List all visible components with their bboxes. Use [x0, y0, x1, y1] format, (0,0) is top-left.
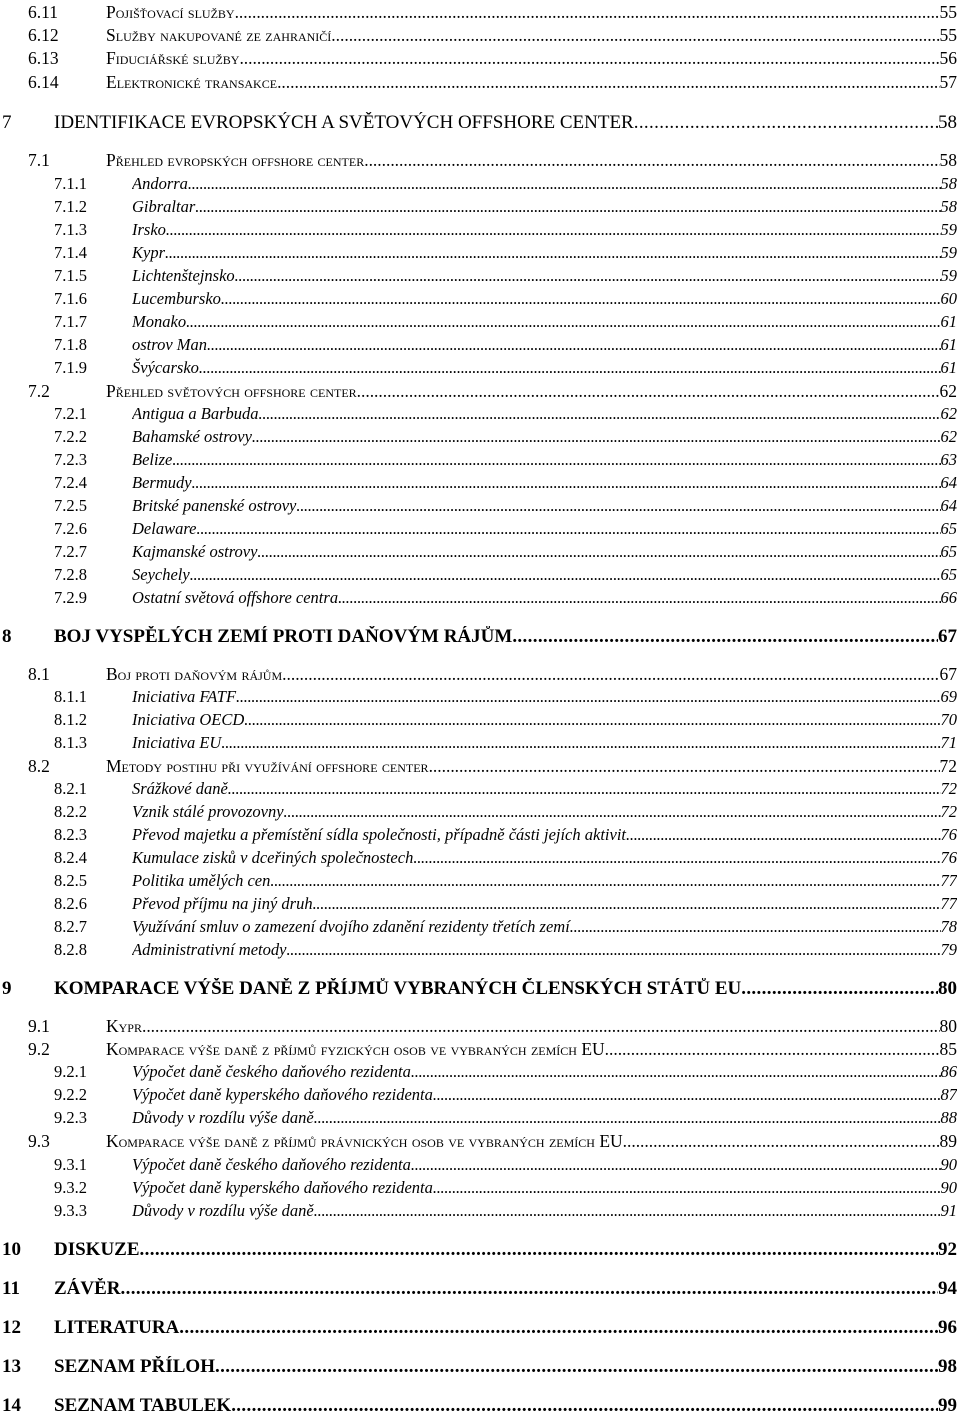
toc-entry-line	[132, 542, 957, 562]
toc-entry-title: Výpočet daně českého daňového rezidenta	[132, 1155, 411, 1174]
dot-leader	[239, 48, 939, 69]
dot-leader	[231, 1395, 938, 1417]
toc-entry-page: 67	[938, 626, 957, 647]
toc-entry-title: Metody postihu při využívání offshore center	[106, 756, 429, 776]
toc-entry-page: 85	[939, 1039, 957, 1059]
toc-entry-title: Přehled světových offshore center	[106, 381, 357, 401]
toc-entry-number: 14	[2, 1395, 21, 1416]
toc-entry-line	[132, 733, 957, 753]
toc-entry-number: 7.1.3	[54, 220, 87, 239]
toc-entry-page: 59	[940, 243, 957, 262]
dot-leader	[228, 779, 941, 799]
toc-entry-title: ostrov Man	[132, 335, 208, 354]
dot-leader	[188, 174, 941, 194]
toc-entry-page: 55	[939, 2, 957, 22]
dot-leader	[236, 687, 940, 707]
toc-entry-title: Pojišťovací služby	[106, 2, 235, 22]
dot-leader	[634, 112, 938, 134]
toc-entry-number: 7.2	[28, 381, 50, 401]
toc-entry-page: 58	[940, 197, 957, 216]
toc-entry-line	[54, 626, 957, 648]
toc-entry-title: Důvody v rozdílu výše daně	[132, 1108, 314, 1127]
toc-entry-number: 8.1	[28, 664, 50, 684]
dot-leader	[338, 588, 940, 608]
toc-entry-title: Lichtenštejnsko	[132, 266, 235, 285]
toc-entry-page: 57	[939, 72, 957, 92]
dot-leader	[235, 266, 941, 286]
dot-leader	[277, 72, 939, 93]
toc-entry-line	[132, 894, 957, 914]
toc-entry-number: 8.2.7	[54, 917, 87, 936]
toc-entry-number: 8.2.8	[54, 940, 87, 959]
dot-leader	[313, 894, 941, 914]
dot-leader	[411, 1062, 941, 1082]
toc-entry-title: Kumulace zisků v dceřiných společnostech	[132, 848, 414, 867]
toc-entry-title: KOMPARACE VÝŠE DANĚ Z PŘÍJMŮ VYBRANÝCH ČLENSKÝCH STÁTŮ EU	[54, 978, 742, 999]
toc-entry-page: 76	[940, 825, 957, 844]
dot-leader	[411, 1155, 941, 1175]
toc-entry-line	[132, 197, 957, 217]
toc-entry-page: 77	[940, 894, 957, 913]
toc-entry[interactable]	[0, 626, 960, 652]
toc-entry-page: 76	[940, 848, 957, 867]
toc-entry-line	[132, 779, 957, 799]
toc-entry-line	[132, 588, 957, 608]
toc-entry-line	[132, 174, 957, 194]
dot-leader	[286, 940, 940, 960]
dot-leader	[179, 1317, 938, 1339]
toc-entry-title: LITERATURA	[54, 1317, 180, 1338]
toc-entry-title: Vznik stálé provozovny	[132, 802, 284, 821]
toc-entry[interactable]	[0, 588, 960, 614]
toc-entry-line	[132, 312, 957, 332]
toc-entry-number: 7.2.6	[54, 519, 87, 538]
toc-entry-page: 61	[940, 358, 957, 377]
dot-leader	[429, 756, 940, 777]
toc-entry-number: 9.3.3	[54, 1201, 87, 1220]
toc-entry-number: 6.12	[28, 25, 59, 45]
dot-leader	[142, 1016, 940, 1037]
toc-entry-line	[54, 978, 957, 1000]
toc-entry-title: Boj proti daňovým rájům	[106, 664, 283, 684]
toc-entry-number: 8.2.5	[54, 871, 87, 890]
toc-entry-title: Služby nakupované ze zahraničí	[106, 25, 332, 45]
toc-entry-title: Elektronické transakce	[106, 72, 278, 92]
toc-entry-page: 58	[939, 150, 957, 170]
toc-entry-line	[106, 48, 957, 69]
toc-entry-line	[132, 565, 957, 585]
dot-leader	[512, 626, 938, 648]
toc-entry-page: 80	[938, 978, 957, 999]
toc-entry-page: 61	[940, 335, 957, 354]
toc-entry-line	[106, 756, 957, 777]
toc-entry-number: 7.2.3	[54, 450, 87, 469]
toc-entry-number: 12	[2, 1317, 21, 1338]
toc-entry-number: 7.1.9	[54, 358, 87, 377]
toc-entry-line	[106, 1039, 957, 1060]
toc-entry[interactable]	[0, 112, 960, 138]
dot-leader	[252, 427, 941, 447]
toc-entry-number: 11	[2, 1278, 20, 1299]
dot-leader	[314, 1201, 941, 1221]
toc-entry-number: 8.2.6	[54, 894, 87, 913]
toc-entry-number: 7	[2, 112, 12, 133]
dot-leader	[195, 197, 940, 217]
toc-entry-page: 65	[940, 519, 957, 538]
toc-entry-title: Seychely	[132, 565, 190, 584]
toc-entry-line	[106, 150, 957, 171]
dot-leader	[196, 519, 940, 539]
dot-leader	[172, 450, 940, 470]
toc-entry-number: 8.2.2	[54, 802, 87, 821]
toc-entry-line	[132, 1201, 957, 1221]
toc-entry-line	[132, 358, 957, 378]
toc-entry-page: 89	[939, 1131, 957, 1151]
dot-leader	[605, 1039, 940, 1060]
toc-entry-title: Administrativní metody	[132, 940, 287, 959]
toc-entry-title: Delaware	[132, 519, 197, 538]
dot-leader	[284, 802, 941, 822]
toc-entry-number: 7.2.7	[54, 542, 87, 561]
toc-entry-line	[132, 802, 957, 822]
toc-entry-page: 79	[940, 940, 957, 959]
toc-entry[interactable]	[0, 1131, 960, 1157]
toc-entry-page: 58	[940, 174, 957, 193]
dot-leader	[626, 825, 941, 845]
toc-entry[interactable]	[0, 48, 960, 74]
toc-entry-number: 9.2.3	[54, 1108, 87, 1127]
dot-leader	[259, 404, 941, 424]
dot-leader	[570, 917, 941, 937]
toc-entry-line	[54, 1278, 957, 1300]
dot-leader	[221, 289, 941, 309]
toc-entry-number: 8.1.1	[54, 687, 87, 706]
toc-entry-page: 90	[940, 1178, 957, 1197]
toc-entry-page: 56	[939, 48, 957, 68]
toc-entry-page: 78	[940, 917, 957, 936]
toc-entry-page: 55	[939, 25, 957, 45]
toc-entry-page: 60	[940, 289, 957, 308]
toc-entry-page: 98	[938, 1356, 957, 1377]
toc-entry-number: 8.2.3	[54, 825, 87, 844]
toc-entry-line	[106, 664, 957, 685]
toc-entry-page: 91	[940, 1201, 957, 1220]
toc-entry-line	[132, 243, 957, 263]
toc-entry-line	[132, 1085, 957, 1105]
toc-entry-number: 9.1	[28, 1016, 50, 1036]
toc-entry[interactable]	[0, 1395, 960, 1421]
toc-entry-number: 13	[2, 1356, 21, 1377]
toc-entry-line	[132, 450, 957, 470]
toc-entry-line	[132, 848, 957, 868]
toc-entry-number: 8.1.3	[54, 733, 87, 752]
toc-entry-line	[132, 404, 957, 424]
toc-entry-title: SEZNAM PŘÍLOH	[54, 1356, 215, 1377]
dot-leader	[221, 733, 940, 753]
toc-entry-number: 7.1.2	[54, 197, 87, 216]
toc-entry-line	[106, 1131, 957, 1152]
toc-entry-number: 9.2.1	[54, 1062, 87, 1081]
toc-entry-number: 8.2.4	[54, 848, 87, 867]
toc-entry-title: Bahamské ostrovy	[132, 427, 252, 446]
toc-entry-title: Komparace výše daně z příjmů právnických osob ve vybraných zemích EU	[106, 1131, 623, 1151]
toc-entry-title: Švýcarsko	[132, 358, 199, 377]
toc-entry-line	[132, 825, 957, 845]
toc-entry-page: 96	[938, 1317, 957, 1338]
dot-leader	[413, 848, 940, 868]
toc-entry-line	[54, 1356, 957, 1378]
dot-leader	[121, 1278, 938, 1300]
toc-entry-title: Politika umělých cen	[132, 871, 271, 890]
toc-entry-number: 6.11	[28, 2, 58, 22]
toc-entry-page: 69	[940, 687, 957, 706]
toc-entry-line	[132, 496, 957, 516]
dot-leader	[207, 335, 940, 355]
toc-entry-title: Kypr	[106, 1016, 142, 1036]
toc-entry-line	[54, 1317, 957, 1339]
toc-entry-number: 7.1.5	[54, 266, 87, 285]
toc-entry-title: Výpočet daně kyperského daňového rezidenta	[132, 1178, 433, 1197]
dot-leader	[623, 1131, 940, 1152]
toc-entry-title: Iniciativa OECD	[132, 710, 245, 729]
toc-entry-page: 59	[940, 220, 957, 239]
toc-entry-title: Irsko	[132, 220, 166, 239]
toc-entry[interactable]	[0, 978, 960, 1004]
toc-entry-title: Britské panenské ostrovy	[132, 496, 297, 515]
toc-entry-line	[132, 710, 957, 730]
dot-leader	[357, 381, 940, 402]
toc-entry-title: Andorra	[132, 174, 188, 193]
toc-entry-line	[54, 1239, 957, 1261]
toc-entry-number: 7.1	[28, 150, 50, 170]
toc-entry-number: 10	[2, 1239, 21, 1260]
toc-entry-number: 7.1.8	[54, 335, 87, 354]
toc-entry-number: 8.2	[28, 756, 50, 776]
toc-entry-page: 72	[940, 779, 957, 798]
toc-entry-title: BOJ VYSPĚLÝCH ZEMÍ PROTI DAŇOVÝM RÁJŮM	[54, 626, 513, 647]
toc-entry-line	[132, 1155, 957, 1175]
toc-entry-number: 7.1.7	[54, 312, 87, 331]
toc-entry-number: 7.2.2	[54, 427, 87, 446]
toc-entry-title: Belize	[132, 450, 173, 469]
dot-leader	[331, 25, 939, 46]
toc-entry-page: 71	[940, 733, 957, 752]
toc-entry-line	[106, 25, 957, 46]
toc-entry-page: 87	[940, 1085, 957, 1104]
toc-entry-line	[132, 427, 957, 447]
toc-entry-title: Antigua a Barbuda	[132, 404, 259, 423]
toc-entry-page: 58	[938, 112, 957, 133]
toc-entry-number: 7.2.5	[54, 496, 87, 515]
toc-entry-page: 62	[940, 427, 957, 446]
dot-leader	[282, 664, 939, 685]
toc-entry-number: 7.2.4	[54, 473, 87, 492]
toc-entry-page: 65	[940, 565, 957, 584]
dot-leader	[215, 1356, 938, 1378]
toc-entry[interactable]	[0, 1239, 960, 1265]
toc-entry-number: 6.13	[28, 48, 59, 68]
toc-entry-page: 90	[940, 1155, 957, 1174]
toc-entry-number: 9.3.2	[54, 1178, 87, 1197]
toc-entry-line	[132, 687, 957, 707]
dot-leader	[165, 243, 941, 263]
toc-entry-line	[132, 1062, 957, 1082]
toc-entry-page: 63	[940, 450, 957, 469]
dot-leader	[140, 1239, 938, 1261]
dot-leader	[192, 473, 941, 493]
toc-entry-page: 66	[940, 588, 957, 607]
toc-entry-line	[106, 2, 957, 23]
toc-entry-number: 7.1.6	[54, 289, 87, 308]
toc-entry-page: 62	[940, 404, 957, 423]
dot-leader	[190, 565, 941, 585]
toc-entry-page: 88	[940, 1108, 957, 1127]
toc-entry-page: 62	[939, 381, 957, 401]
toc-entry-title: SEZNAM TABULEK	[54, 1395, 232, 1416]
toc-entry-line	[106, 381, 957, 402]
toc-entry-line	[132, 940, 957, 960]
toc-entry-title: Převod majetku a přemístění sídla společnosti, případně části jejích aktivit	[132, 825, 626, 844]
dot-leader	[186, 312, 940, 332]
toc-entry-page: 64	[940, 496, 957, 515]
toc-entry-title: Přehled evropských offshore center	[106, 150, 365, 170]
toc-entry-line	[106, 72, 957, 93]
toc-entry-title: Fiduciářské služby	[106, 48, 240, 68]
toc-entry-line	[132, 289, 957, 309]
toc-entry-title: Výpočet daně kyperského daňového rezidenta	[132, 1085, 433, 1104]
toc-entry-title: DISKUZE	[54, 1239, 140, 1260]
toc-entry-title: ZÁVĚR	[54, 1278, 121, 1299]
dot-leader	[166, 220, 941, 240]
toc-entry-line	[132, 871, 957, 891]
toc-entry-line	[132, 1108, 957, 1128]
toc-entry-page: 61	[940, 312, 957, 331]
toc-entry-page: 72	[940, 802, 957, 821]
dot-leader	[270, 871, 940, 891]
toc-entry-page: 70	[940, 710, 957, 729]
toc-entry-line	[132, 266, 957, 286]
toc-entry[interactable]	[0, 1201, 960, 1227]
toc-entry-page: 80	[939, 1016, 957, 1036]
toc-entry-page: 67	[939, 664, 957, 684]
toc-entry-title: Důvody v rozdílu výše daně	[132, 1201, 314, 1220]
toc-entry-number: 9.3.1	[54, 1155, 87, 1174]
toc-entry-title: Monako	[132, 312, 187, 331]
toc-entry-page: 59	[940, 266, 957, 285]
dot-leader	[296, 496, 940, 516]
toc-entry[interactable]	[0, 1278, 960, 1304]
dot-leader	[433, 1085, 941, 1105]
toc-entry[interactable]	[0, 1317, 960, 1343]
toc-entry-title: Kypr	[132, 243, 165, 262]
toc-entry-title: Iniciativa FATF	[132, 687, 237, 706]
toc-entry-number: 6.14	[28, 72, 59, 92]
toc-entry-line	[54, 1395, 957, 1417]
dot-leader	[199, 358, 941, 378]
toc-entry[interactable]	[0, 72, 960, 98]
toc-entry[interactable]	[0, 940, 960, 966]
toc-entry-title: IDENTIFIKACE EVROPSKÝCH A SVĚTOVÝCH OFFSHORE CENTER	[54, 112, 634, 133]
toc-entry-title: Komparace výše daně z příjmů fyzických osob ve vybraných zemích EU	[106, 1039, 605, 1059]
toc-entry-number: 7.2.1	[54, 404, 87, 423]
toc-entry-line	[106, 1016, 957, 1037]
toc-entry-line	[132, 335, 957, 355]
toc-entry-title: Iniciativa EU	[132, 733, 222, 752]
toc-entry-line	[132, 220, 957, 240]
toc-entry[interactable]	[0, 1356, 960, 1382]
toc-entry-number: 8	[2, 626, 12, 647]
toc-entry-page: 92	[938, 1239, 957, 1260]
toc-entry-number: 9.2.2	[54, 1085, 87, 1104]
toc-entry-page: 86	[940, 1062, 957, 1081]
toc-entry-number: 7.2.8	[54, 565, 87, 584]
toc-entry-title: Lucembursko	[132, 289, 221, 308]
toc-entry-page: 94	[938, 1278, 957, 1299]
toc-entry-title: Bermudy	[132, 473, 192, 492]
toc-entry-number: 7.1.1	[54, 174, 87, 193]
toc-entry-title: Kajmanské ostrovy	[132, 542, 258, 561]
dot-leader	[433, 1178, 941, 1198]
toc-entry-line	[132, 1178, 957, 1198]
toc-entry-number: 9.3	[28, 1131, 50, 1151]
toc-entry-line	[132, 917, 957, 937]
toc-entry-title: Výpočet daně českého daňového rezidenta	[132, 1062, 411, 1081]
toc-entry-page: 99	[938, 1395, 957, 1416]
toc-entry-number: 8.2.1	[54, 779, 87, 798]
toc-entry-title: Gibraltar	[132, 197, 196, 216]
toc-entry-page: 65	[940, 542, 957, 561]
toc-entry-title: Srážkové daně	[132, 779, 228, 798]
toc-entry-number: 7.2.9	[54, 588, 87, 607]
toc-entry-page: 77	[940, 871, 957, 890]
toc-entry-title: Využívání smluv o zamezení dvojího zdanění rezidenty třetích zemí	[132, 917, 570, 936]
toc-entry-number: 7.1.4	[54, 243, 87, 262]
toc-entry-title: Převod příjmu na jiný druh	[132, 894, 313, 913]
toc-entry-title: Ostatní světová offshore centra	[132, 588, 339, 607]
toc-entry-number: 9	[2, 978, 12, 999]
toc-entry-line	[132, 519, 957, 539]
dot-leader	[235, 2, 940, 23]
dot-leader	[741, 978, 938, 1000]
toc-entry-line	[54, 112, 957, 134]
toc-entry-number: 9.2	[28, 1039, 50, 1059]
toc-entry-line	[132, 473, 957, 493]
dot-leader	[314, 1108, 941, 1128]
dot-leader	[257, 542, 940, 562]
toc-entry[interactable]	[0, 150, 960, 176]
toc-entry-page: 72	[939, 756, 957, 776]
toc-entry-number: 8.1.2	[54, 710, 87, 729]
toc-entry-page: 64	[940, 473, 957, 492]
dot-leader	[364, 150, 939, 171]
dot-leader	[244, 710, 940, 730]
